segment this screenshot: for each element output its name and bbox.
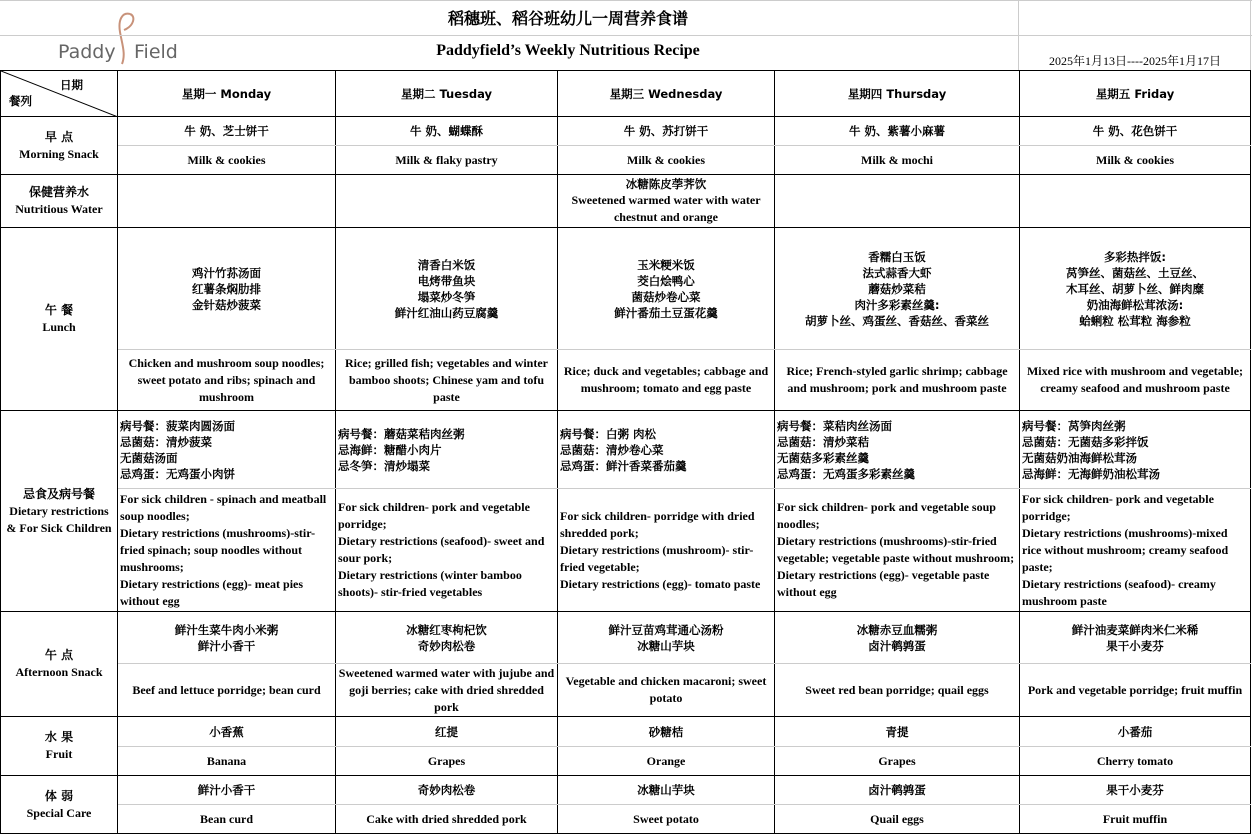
dietary-cn: 病号餐：白粥 肉松 忌菌菇：清炒卷心菜 忌鸡蛋：鲜汁香菜番茄羹 [558, 411, 775, 489]
lunch-cn-row [1, 228, 1251, 350]
dietary-cn: 病号餐：菠菜肉圆汤面 忌菌菇：清炒菠菜 无菌菇汤面 忌鸡蛋：无鸡蛋小肉饼 [118, 411, 336, 489]
corner-cell [1, 71, 118, 117]
dietary-cn: 病号餐：莴笋肉丝粥 忌菌菇：无菌菇多彩拌饭 无菌菇奶油海鲜松茸汤 忌海鲜：无海鲜奶油松茸汤 [1020, 411, 1251, 489]
page-header [0, 0, 1252, 70]
afternoon-snack-en: Pork and vegetable porridge; fruit muffin [1020, 664, 1251, 717]
afternoon-snack-en: Beef and lettuce porridge; bean curd [118, 664, 336, 717]
water-wednesday: 冰糖陈皮荸荠饮 Sweetened warmed water with water chestnut and orange [558, 175, 775, 228]
afternoon-snack-cn-row [1, 612, 1251, 664]
special-care-cn: 奇妙肉松卷 [336, 776, 558, 805]
fruit-cn: 砂糖桔 [558, 717, 775, 747]
afternoon-snack-cn: 冰糖赤豆血糯粥 卤汁鹌鹑蛋 [775, 612, 1020, 664]
special-care-cn-row [1, 776, 1251, 805]
water-tuesday [336, 175, 558, 228]
morning-snack-en: Milk & mochi [775, 146, 1020, 175]
special-care-en: Fruit muffin [1020, 805, 1251, 834]
dietary-en: For sick children- porridge with dried shredded pork; Dietary restrictions (mushroom)- stir-fried vegetable; Dietary restrictions (egg)- tomato paste [558, 489, 775, 612]
water-label: 保健营养水 Nutritious Water [1, 175, 118, 228]
lunch-en: Rice; French-styled garlic shrimp; cabbage and mushroom; pork and mushroom paste [775, 350, 1020, 411]
fruit-en: Cherry tomato [1020, 747, 1251, 776]
dietary-cn-row [1, 411, 1251, 489]
morning-snack-cn: 牛 奶、芝士饼干 [118, 117, 336, 146]
dietary-en-row [1, 489, 1251, 612]
morning-snack-en-row [1, 146, 1251, 175]
water-monday [118, 175, 336, 228]
lunch-en: Rice; grilled fish; vegetables and winter bamboo shoots; Chinese yam and tofu paste [336, 350, 558, 411]
special-care-en: Cake with dried shredded pork [336, 805, 558, 834]
lunch-cn: 玉米粳米饭 茭白烩鸭心 菌菇炒卷心菜 鲜汁番茄土豆蛋花羹 [558, 228, 775, 350]
special-care-cn: 鲜汁小香干 [118, 776, 336, 805]
dietary-cn: 病号餐：蘑菇菜秸肉丝粥 忌海鲜：糖醋小肉片 忌冬笋：清炒塌菜 [336, 411, 558, 489]
water-friday [1020, 175, 1251, 228]
fruit-cn: 小香蕉 [118, 717, 336, 747]
water-row [1, 175, 1251, 228]
day-friday: 星期五 Friday [1020, 71, 1251, 117]
afternoon-snack-en: Vegetable and chicken macaroni; sweet potato [558, 664, 775, 717]
afternoon-snack-en: Sweet red bean porridge; quail eggs [775, 664, 1020, 717]
morning-snack-en: Milk & cookies [1020, 146, 1251, 175]
fruit-cn: 青提 [775, 717, 1020, 747]
special-care-en: Quail eggs [775, 805, 1020, 834]
fruit-cn: 红提 [336, 717, 558, 747]
fruit-cn: 小番茄 [1020, 717, 1251, 747]
dietary-label: 忌食及病号餐 Dietary restrictions & For Sick Children [1, 411, 118, 612]
day-tuesday: 星期二 Tuesday [336, 71, 558, 117]
special-care-en: Sweet potato [558, 805, 775, 834]
dietary-en: For sick children- pork and vegetable porridge; Dietary restrictions (seafood)- sweet and sour pork; Dietary restrictions (winter bamboo shoots)- stir-fried vegetables [336, 489, 558, 612]
dietary-cn: 病号餐：菜秸肉丝汤面 忌菌菇：清炒菜秸 无菌菇多彩素丝羹 忌鸡蛋：无鸡蛋多彩素丝羹 [775, 411, 1020, 489]
date-label: 日期 [60, 78, 83, 92]
day-thursday: 星期四 Thursday [775, 71, 1020, 117]
afternoon-snack-cn: 鲜汁生菜牛肉小米粥 鲜汁小香干 [118, 612, 336, 664]
svg-text:Paddy: Paddy [58, 41, 116, 63]
afternoon-snack-cn: 鲜汁油麦菜鲜肉米仁米稀 果干小麦芬 [1020, 612, 1251, 664]
fruit-en-row [1, 747, 1251, 776]
special-care-en: Bean curd [118, 805, 336, 834]
morning-snack-cn: 牛 奶、苏打饼干 [558, 117, 775, 146]
dietary-en: For sick children - spinach and meatball soup noodles; Dietary restrictions (mushrooms)-stir-fried spinach; soup noodles without mushrooms; Dietary restrictions (egg)- meat pies without egg [118, 489, 336, 612]
special-care-cn: 卤汁鹌鹑蛋 [775, 776, 1020, 805]
afternoon-snack-cn: 鲜汁豆苗鸡茸通心汤粉 冰糖山芋块 [558, 612, 775, 664]
date-range: 2025年1月13日----2025年1月17日 [1049, 54, 1221, 68]
lunch-cn: 清香白米饭 电烤带鱼块 塌菜炒冬笋 鲜汁红油山药豆腐羹 [336, 228, 558, 350]
fruit-cn-row [1, 717, 1251, 747]
lunch-cn: 鸡汁竹荪汤面 红薯条焖肋排 金针菇炒菠菜 [118, 228, 336, 350]
lunch-en: Rice; duck and vegetables; cabbage and mushroom; tomato and egg paste [558, 350, 775, 411]
special-care-en-row [1, 805, 1251, 834]
day-wednesday: 星期三 Wednesday [558, 71, 775, 117]
morning-snack-en: Milk & cookies [558, 146, 775, 175]
morning-snack-label: 早 点 Morning Snack [1, 117, 118, 175]
lunch-label: 午 餐 Lunch [1, 228, 118, 411]
special-care-label: 体 弱 Special Care [1, 776, 118, 834]
afternoon-snack-cn: 冰糖红枣枸杞饮 奇妙肉松卷 [336, 612, 558, 664]
fruit-label: 水 果 Fruit [1, 717, 118, 776]
water-thursday [775, 175, 1020, 228]
fruit-en: Orange [558, 747, 775, 776]
fruit-en: Grapes [775, 747, 1020, 776]
lunch-en: Chicken and mushroom soup noodles; sweet potato and ribs; spinach and mushroom [118, 350, 336, 411]
morning-snack-en: Milk & flaky pastry [336, 146, 558, 175]
meal-label: 餐列 [9, 94, 32, 108]
morning-snack-row [1, 117, 1251, 146]
morning-snack-cn: 牛 奶、蝴蝶酥 [336, 117, 558, 146]
special-care-cn: 冰糖山芋块 [558, 776, 775, 805]
svg-text:Field: Field [134, 41, 178, 63]
lunch-en: Mixed rice with mushroom and vegetable; creamy seafood and mushroom paste [1020, 350, 1251, 411]
title-chinese: 稻穗班、稻谷班幼儿一周营养食谱 [447, 9, 688, 28]
afternoon-snack-en-row [1, 664, 1251, 717]
morning-snack-cn: 牛 奶、紫薯小麻薯 [775, 117, 1020, 146]
dietary-en: For sick children- pork and vegetable soup noodles; Dietary restrictions (mushrooms)-stir-fried vegetable; vegetable paste without mushroom; Dietary restrictions (egg)- vegetable paste without egg [775, 489, 1020, 612]
dietary-en: For sick children- pork and vegetable porridge; Dietary restrictions (mushrooms)-mixed rice without mushroom; creamy seafood paste; Dietary restrictions (seafood)- creamy mushroom paste [1020, 489, 1251, 612]
title-english: Paddyfield’s Weekly Nutritious Recipe [436, 42, 700, 59]
morning-snack-en: Milk & cookies [118, 146, 336, 175]
fruit-en: Grapes [336, 747, 558, 776]
fruit-en: Banana [118, 747, 336, 776]
lunch-cn: 香糯白玉饭 法式蒜香大虾 蘑菇炒菜秸 肉汁多彩素丝羹: 胡萝卜丝、鸡蛋丝、香菇丝、香菜丝 [775, 228, 1020, 350]
special-care-cn: 果干小麦芬 [1020, 776, 1251, 805]
day-header-row [1, 71, 1251, 117]
lunch-cn: 多彩热拌饭: 莴笋丝、菌菇丝、土豆丝、 木耳丝、胡萝卜丝、鲜肉糜 奶油海鲜松茸浓汤: 蛤蜊粒 松茸粒 海参粒 [1020, 228, 1251, 350]
lunch-en-row [1, 350, 1251, 411]
afternoon-snack-label: 午 点 Afternoon Snack [1, 612, 118, 717]
morning-snack-cn: 牛 奶、花色饼干 [1020, 117, 1251, 146]
weekly-menu-table [0, 70, 1251, 834]
afternoon-snack-en: Sweetened warmed water with jujube and goji berries; cake with dried shredded pork [336, 664, 558, 717]
day-monday: 星期一 Monday [118, 71, 336, 117]
